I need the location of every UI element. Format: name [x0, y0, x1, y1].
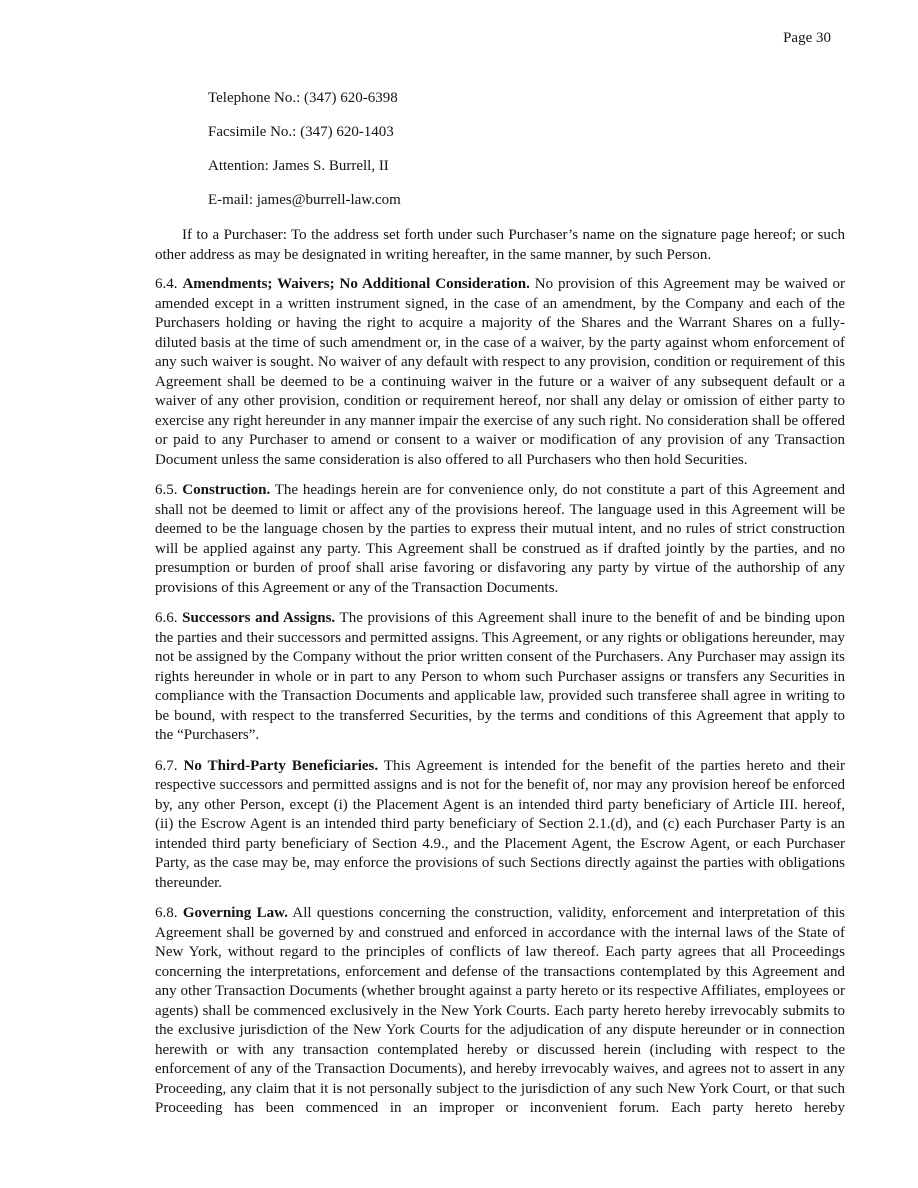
purchaser-notice-paragraph: If to a Purchaser: To the address set forth under such Purchaser’s name on the signature page hereof; or such other address as may be designated in writing hereafter, in the same manner, by such Person.	[155, 227, 845, 263]
telephone-line: Telephone No.: (347) 620-6398	[208, 90, 398, 106]
section-6-8-number: 6.8.	[155, 905, 178, 921]
section-6-8-heading: Governing Law.	[182, 905, 288, 921]
section-6-8-body: All questions concerning the construction, validity, enforcement and interpretation of this Agreement shall be governed by and construed and enforced in accordance with the internal laws of the State of New York, without regard to the principles of conflicts of law thereof. Each party agrees that all Proceedings concerning the interpretations, enforcement and defense of the transactions contemplated by this Agreement and any other Transaction Documents (whether brought against a party hereto or its respective Affiliates, employees or agents) shall be commenced exclusively in the New York Courts. Each party hereto hereby irrevocably submits to the exclusive jurisdiction of the New York Courts for the adjudication of any dispute hereunder or in connection herewith or with any transaction contemplated hereby or discussed herein (including with respect to the enforcement of any of the Transaction Documents), and hereby irrevocably waives, and agrees not to assert in any Proceeding, any claim that it is not personally subject to the jurisdiction of any such New York Court, or that such Proceeding has been commenced in an improper or inconvenient forum. Each party hereto hereby	[155, 905, 845, 1116]
section-6-6-body: The provisions of this Agreement shall inure to the benefit of and be binding upon the parties and their successors and permitted assigns. This Agreement, or any rights or obligations hereunder, may not be assigned by the Company without the prior written consent of the Purchasers. Any Purchaser may assign its rights hereunder in whole or in part to any Person to whom such Purchaser assigns or transfers any Securities in compliance with the Transaction Documents and applicable law, provided such transferee shall agree in writing to be bound, with respect to the transferred Securities, by the terms and conditions of this Agreement that apply to the “Purchasers”.	[155, 610, 845, 743]
section-6-4-heading: Amendments; Waivers; No Additional Consideration.	[182, 276, 530, 292]
section-6-6-number: 6.6.	[155, 610, 178, 626]
section-6-5-heading: Construction.	[182, 482, 271, 498]
page-number: Page 30	[783, 30, 831, 46]
section-6-7-body: This Agreement is intended for the benefit of the parties hereto and their respective successors and permitted assigns and is not for the benefit of, nor may any provision hereof be enforced by, any other Person, except (i) the Placement Agent is an intended third party beneficiary of Article III. hereof, (ii) the Escrow Agent is an intended third party beneficiary of Section 2.1.(d), and (c) each Purchaser Party is an intended third party beneficiary of Section 4.9., and the Placement Agent, the Escrow Agent, or each Purchaser Party, as the case may be, may enforce the provisions of such Sections directly against the parties with obligations thereunder.	[155, 757, 846, 891]
facsimile-line: Facsimile No.: (347) 620-1403	[208, 124, 394, 140]
section-6-5-body: The headings herein are for convenience only, do not constitute a part of this Agreement and shall not be deemed to limit or affect any of the provisions hereof. The language used in this Agreement will be deemed to be the language chosen by the parties to express their mutual intent, and no rules of strict construction will be applied against any party. This Agreement shall be construed as if drafted jointly by the parties, and no presumption or burden of proof shall arise favoring or disfavoring any party by virtue of the authorship of any provisions of this Agreement or any of the Transaction Documents.	[155, 482, 846, 596]
section-6-7-paragraph	[155, 757, 845, 894]
section-6-5-paragraph	[155, 481, 845, 598]
section-6-8-paragraph	[155, 904, 845, 1119]
section-6-4-number: 6.4.	[155, 276, 178, 292]
section-6-7-heading: No Third-Party Beneficiaries.	[183, 757, 379, 774]
contact-block	[208, 0, 845, 208]
section-6-5-number: 6.5.	[155, 482, 178, 498]
section-6-4-body: No provision of this Agreement may be waived or amended except in a written instrument signed, in the case of an amendment, by the Company and each of the Purchasers holding or having the right to acquire a majority of the Shares and the Warrant Shares on a fully-diluted basis at the time of such amendment or, in the case of a waiver, by the party against whom enforcement of any such waiver is sought. No waiver of any default with respect to any provision, condition or requirement of this Agreement shall be deemed to be a continuing waiver in the future or a waiver of any subsequent default or a waiver of any other provision, condition or requirement hereof, nor shall any delay or omission of either party to exercise any right hereunder in any manner impair the exercise of any such right. No consideration shall be offered or paid to any Purchaser to amend or consent to a waiver or modification of any provision of any Transaction Document unless the same consideration is also offered to all Purchasers who then hold Securities.	[155, 276, 846, 468]
email-line: E-mail: james@burrell-law.com	[208, 192, 401, 208]
attention-line: Attention: James S. Burrell, II	[208, 158, 389, 174]
section-6-7-number: 6.7.	[155, 757, 178, 774]
section-6-4-paragraph	[155, 275, 845, 470]
section-6-6-paragraph	[155, 609, 845, 746]
section-6-6-heading: Successors and Assigns.	[182, 610, 336, 626]
